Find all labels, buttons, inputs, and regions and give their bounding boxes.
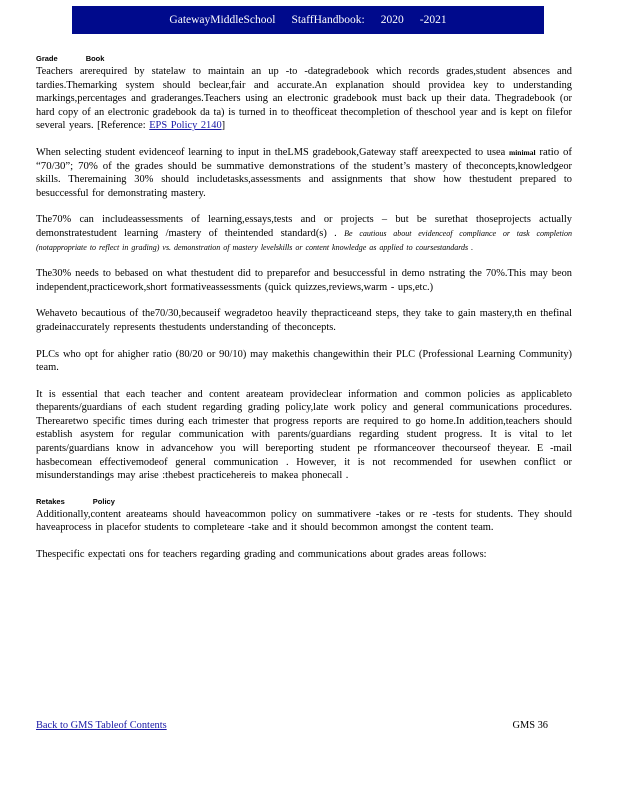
gradebook-p2-b: ratio of “70/30”; 70% of the grades should be summative demonstrations of the student’s — [36, 145, 572, 172]
gradebook-p1-end: ] — [221, 120, 226, 132]
gradebook-paragraph-1 — [36, 65, 572, 133]
gradebook-p3-italic: Be cautious about evidenceof compliance or task completion (notappropriate to reflect in grading) vs. demonstration of mastery levelskills or content knowledge as applied to coursestandards . — [36, 228, 572, 252]
gradebook-paragraph-7: It is essential that each teacher and content areateam provideclear information and common policies as applicableto theparents/guardians of each student regarding grading policy,late work policy and general communications procedures. Therearetwo specific times during each trimester that progress reports are required to go home.In addition,teachers should establish asystem for regular communication with parents/guardians regarding student progress. It is vital to let parents/guardians know in advancehow you will bereporting student pe rformanceover thecourseof theyear. E -mail hasbecomean effectivemodeof general communication . However, it is not recommended for usewhen conflict or misunderstandings may arise :thebest practicehereis to makea phonecall . — [36, 388, 572, 482]
gradebook-p2-minimal: minimal — [508, 147, 536, 157]
gradebook-heading — [36, 54, 572, 63]
page-footer — [36, 720, 548, 731]
page-header-bar — [72, 6, 544, 34]
gradebook-p3-a: The70% can includeassessments of learning,essays,tests and or projects – but be surethat thoseprojects actually demonstratestudent learning /mastery of theintended standard(s) . — [36, 214, 572, 239]
header-year-start: 2020 — [380, 14, 404, 26]
gradebook-p2-c: mastery of theconcepts,knowledgeor skills. Theremaining 30% should includetasks,assessments and assignments that show how thestudent prepared to besuccessful for demonstrating mastery. — [36, 160, 573, 199]
header-school: GatewayMiddleSchool — [169, 14, 276, 26]
gradebook-paragraph-4: The30% needs to bebased on what thestudent did to preparefor and besuccessful in demo nstrating the 70%.This may beon independent,practicework,short formativeassessments (quick quizzes,reviews,warm - ups,etc.) — [36, 268, 572, 293]
gradebook-p1-text: Teachers arerequired by statelaw to maintain an up -to -dategradebook which records grades,student absences and tardies.Themarking system should beclear,fair and accurate.An explanation should providea key to understanding markings,percentages and graderanges.Teachers using an electronic gradebook must back up their data. Thegradebook (or hard copy of an electronic gradebook da ta) is turned in to theofficeat thecompletion of theschool year and is kept on filefor several years. [Reference: — [36, 66, 572, 132]
back-to-toc-link[interactable]: Back to GMS Tableof Contents — [36, 720, 167, 731]
gradebook-paragraph-3 — [36, 213, 572, 254]
header-handbook: StaffHandbook: — [291, 14, 365, 26]
retakes-paragraph-1: Additionally,content areateams should haveacommon policy on summativere -takes or re -tests for students. They should haveaprocess in placefor students to completeare -take and it should becommon amongst the content team. — [36, 508, 572, 534]
page-number: GMS 36 — [512, 720, 548, 731]
gradebook-paragraph-6: PLCs who opt for ahigher ratio (80/20 or 90/10) may makethis changewithin their PLC (Professional Learning Community) team. — [36, 348, 572, 374]
gradebook-paragraph-2 — [36, 146, 572, 200]
retakes-heading — [36, 497, 572, 506]
eps-policy-link[interactable]: EPS Policy 2140 — [149, 120, 222, 132]
gradebook-heading-a: Grade — [36, 54, 58, 63]
retakes-heading-b: Policy — [92, 496, 115, 506]
document-body — [36, 54, 572, 562]
retakes-heading-a: Retakes — [36, 496, 65, 506]
retakes-paragraph-2: Thespecific expectati ons for teachers regarding grading and communications about grades areas follows: — [36, 549, 487, 561]
gradebook-paragraph-5: Wehaveto becautious of the70/30,becauseif wegradetoo heavily thepracticeand steps, they take to gain mastery,th en thefinal gradeinaccurately represents thestudents understanding of theconcepts. — [36, 308, 572, 333]
gradebook-heading-b: Book — [85, 54, 105, 63]
header-year-end: -2021 — [419, 14, 447, 26]
gradebook-p2-a: When selecting student evidenceof learning to input in theLMS gradebook,Gateway staff areexpected to usea — [36, 146, 506, 158]
